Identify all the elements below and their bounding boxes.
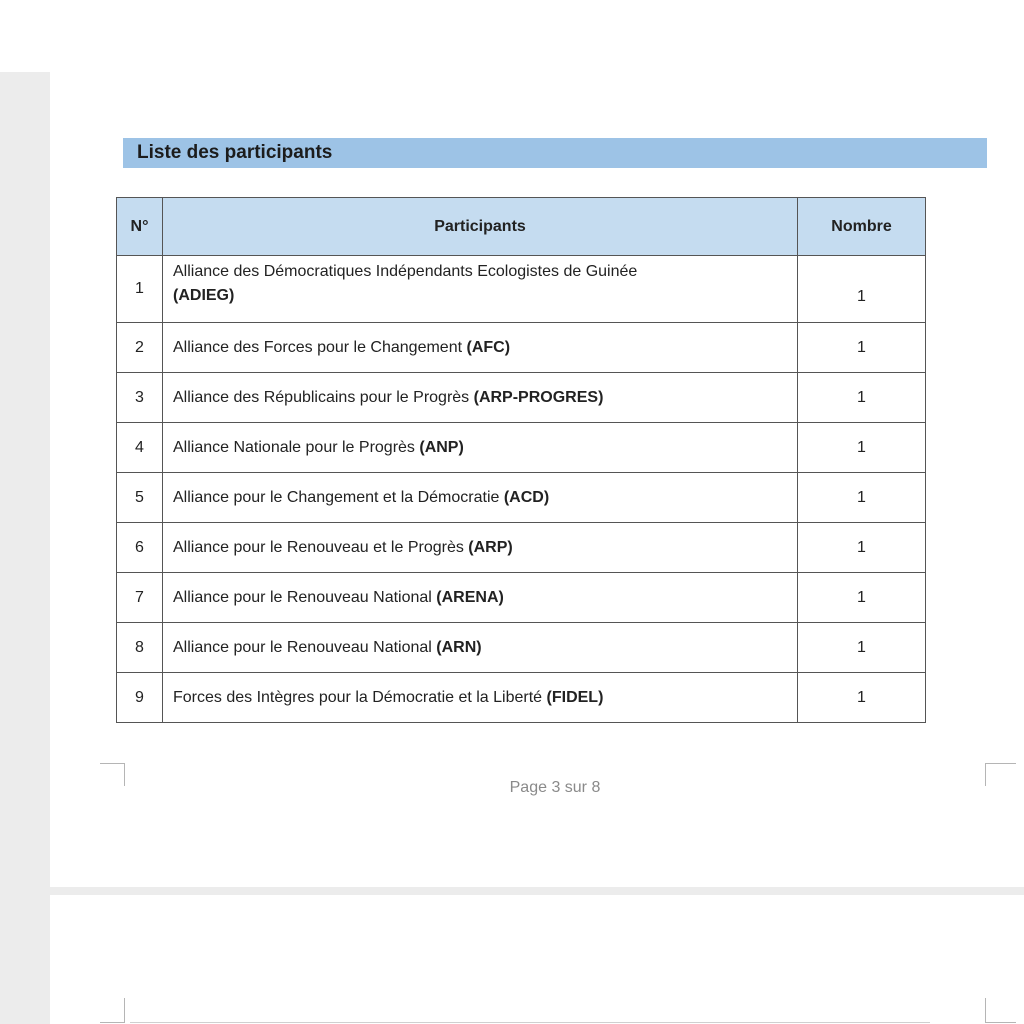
participant-fullname: Alliance pour le Renouveau et le Progrès [173, 538, 469, 556]
participant-name [163, 423, 798, 473]
participant-count: 1 [798, 473, 926, 523]
participant-fullname: Alliance des Forces pour le Changement [173, 338, 467, 356]
participant-count: 1 [798, 323, 926, 373]
table-row [117, 623, 926, 673]
participants-table [116, 197, 926, 723]
table-row [117, 373, 926, 423]
table-row [117, 423, 926, 473]
participant-count: 1 [798, 256, 926, 323]
column-header-count: Nombre [798, 198, 926, 256]
participant-fullname: Alliance pour le Renouveau National [173, 638, 437, 656]
participant-abbreviation: (FIDEL) [546, 688, 604, 706]
next-page-rule [130, 1022, 930, 1023]
participant-abbreviation: (ADIEG) [173, 287, 235, 304]
participant-name [163, 673, 798, 723]
row-number: 8 [117, 623, 163, 673]
participant-count: 1 [798, 373, 926, 423]
section-header [123, 138, 987, 168]
table-row [117, 256, 926, 323]
participant-name [163, 473, 798, 523]
row-number: 1 [117, 256, 163, 323]
participant-fullname: Alliance pour le Renouveau National [173, 588, 437, 606]
table-row [117, 673, 926, 723]
section-title: Liste des participants [137, 142, 333, 163]
table-row [117, 323, 926, 373]
participant-fullname: Alliance des Démocratiques Indépendants Ecologistes de Guinée [173, 263, 638, 280]
participant-name [163, 623, 798, 673]
participant-name [163, 373, 798, 423]
margin-corner-mark [100, 998, 125, 1023]
row-number: 6 [117, 523, 163, 573]
table-row [117, 473, 926, 523]
participant-count: 1 [798, 573, 926, 623]
participant-abbreviation: (ARP) [468, 538, 513, 556]
participant-name [163, 573, 798, 623]
row-number: 3 [117, 373, 163, 423]
participant-count: 1 [798, 623, 926, 673]
participant-abbreviation: (AFC) [466, 338, 511, 356]
participant-fullname: Alliance pour le Changement et la Démocratie [173, 488, 504, 506]
participant-name [163, 523, 798, 573]
row-number: 4 [117, 423, 163, 473]
participant-abbreviation: (ARENA) [436, 588, 504, 606]
table-row [117, 523, 926, 573]
page-number: Page 3 sur 8 [509, 779, 601, 796]
column-header-participants: Participants [163, 198, 798, 256]
participant-name [163, 256, 798, 323]
row-number: 7 [117, 573, 163, 623]
table-row [117, 573, 926, 623]
column-header-number: N° [117, 198, 163, 256]
page-separator [50, 887, 1024, 895]
participant-abbreviation: (ARN) [436, 638, 482, 656]
margin-corner-mark [985, 998, 1016, 1023]
row-number: 2 [117, 323, 163, 373]
participant-fullname: Alliance des Républicains pour le Progrès [173, 388, 474, 406]
participant-abbreviation: (ACD) [503, 488, 550, 506]
participant-fullname: Alliance Nationale pour le Progrès [173, 438, 420, 456]
participant-abbreviation: (ANP) [419, 438, 464, 456]
participant-abbreviation: (ARP-PROGRES) [473, 388, 604, 406]
participant-fullname: Forces des Intègres pour la Démocratie et la Liberté [173, 688, 547, 706]
next-document-page [50, 895, 1024, 1024]
participant-count: 1 [798, 423, 926, 473]
participant-count: 1 [798, 673, 926, 723]
participant-count: 1 [798, 523, 926, 573]
left-gutter [0, 72, 50, 1024]
table-header-row [117, 198, 926, 256]
participant-name [163, 323, 798, 373]
row-number: 9 [117, 673, 163, 723]
row-number: 5 [117, 473, 163, 523]
